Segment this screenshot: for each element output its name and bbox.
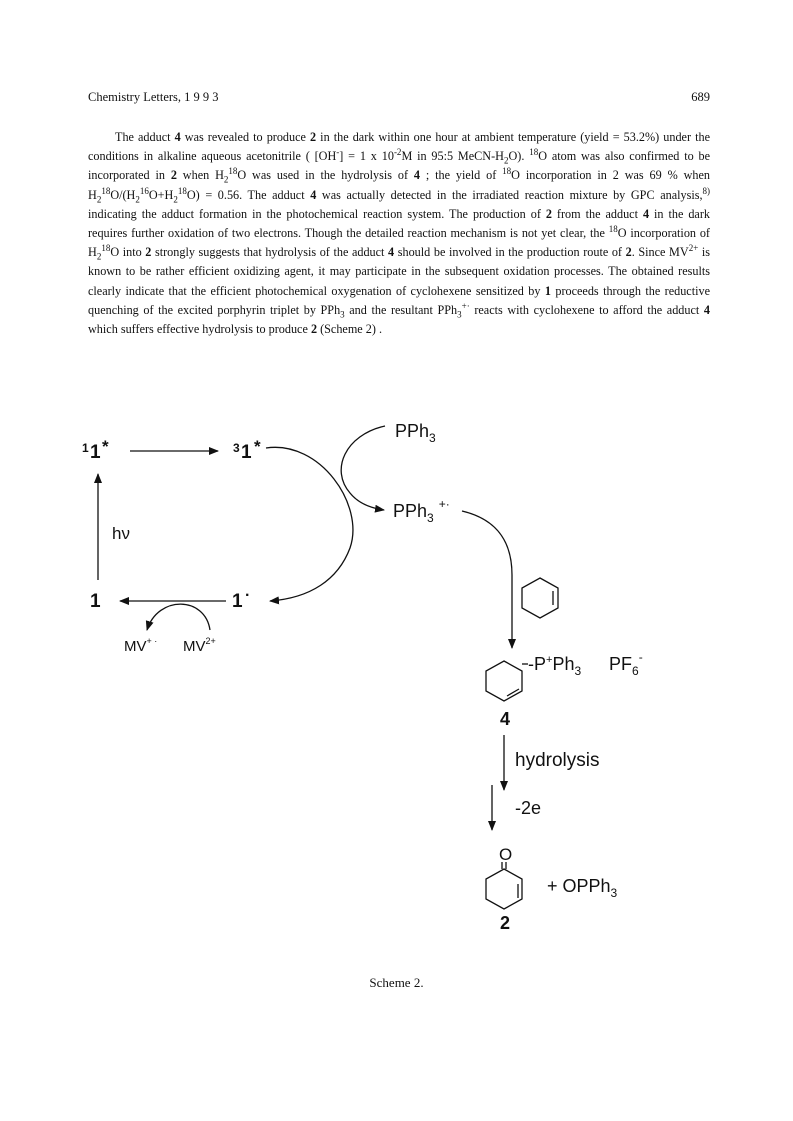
text-run: was actually detected in the irradiated reaction mixture by GPC analysis, <box>316 187 703 202</box>
text-run: O). <box>508 149 530 164</box>
cyclohexenone-structure <box>486 862 522 909</box>
text-run: 18 <box>101 243 111 254</box>
text-run: 1 <box>544 283 551 298</box>
text-run: 2 <box>170 168 177 183</box>
text-run: strongly suggests that hydrolysis of the adduct <box>151 245 389 260</box>
triplet-state-label: 3 <box>233 441 240 455</box>
text-run: 18 <box>529 147 539 158</box>
quenching-arc <box>266 447 353 601</box>
text-run: -2 <box>393 147 402 158</box>
text-run: O incorporation of H <box>88 226 710 260</box>
text-run: 2 <box>545 206 552 221</box>
cyclohexenyl-ring <box>486 661 528 701</box>
addition-arrow <box>462 511 512 648</box>
text-run: O/(H <box>110 187 136 202</box>
singlet-state-label: 1 <box>82 441 89 455</box>
text-run: 8) <box>702 185 711 196</box>
triplet-state-number: 1 <box>241 442 252 463</box>
text-run: when H <box>176 168 224 183</box>
ground-state-label: 1 <box>90 591 101 612</box>
pf6-anion: $PF_6^-$ <box>609 650 643 678</box>
mv-dication: $MV^{2+}$ <box>183 636 216 655</box>
pph3-electron-transfer-arc <box>341 426 385 510</box>
cyclohexene-structure <box>522 578 558 618</box>
text-run: 2 <box>135 194 140 205</box>
text-run: ] = 1 x 10 <box>339 149 394 164</box>
text-run: - <box>336 147 340 158</box>
singlet-state-number: 1 <box>90 442 101 463</box>
journal-name: Chemistry Letters, 1 9 9 3 <box>88 90 219 104</box>
singlet-star: * <box>102 437 109 456</box>
text-run: 18 <box>502 166 512 177</box>
hydrolysis-label: hydrolysis <box>515 750 600 771</box>
text-run: reacts with cyclohexene to afford the adduct <box>469 302 704 317</box>
compound-2-label: 2 <box>500 913 511 933</box>
carbonyl-oxygen: O <box>499 845 513 864</box>
triplet-star: * <box>254 437 261 456</box>
text-run: . Since MV <box>631 245 689 260</box>
scheme-caption: Scheme 2. <box>369 975 424 990</box>
anion-radical-label: 1 <box>232 591 243 612</box>
text-run: 4 <box>642 206 650 221</box>
text-run: 18 <box>228 166 238 177</box>
text-run: 18 <box>608 223 618 234</box>
text-run: which suffers effective hydrolysis to produce <box>88 322 311 337</box>
mv-arc <box>147 604 210 630</box>
text-run: 18 <box>177 185 187 196</box>
hv-label: hν <box>112 524 130 543</box>
text-run: 2 <box>96 194 102 205</box>
text-run: 4 <box>388 245 395 260</box>
text-run: O) = 0.56. The adduct <box>186 187 311 202</box>
compound-4-label: 4 <box>500 709 511 729</box>
text-run: 4 <box>310 187 317 202</box>
pph3-radical-cation: PPh$_3$+· <box>393 497 450 525</box>
text-run: 2 <box>145 245 152 260</box>
pph3-reagent: PPh$_3$ <box>395 421 436 445</box>
text-run: O+H <box>148 187 174 202</box>
text-run: 4 <box>413 168 420 183</box>
two-electron-label: -2e <box>515 798 542 818</box>
text-run: 3 <box>340 309 345 320</box>
text-run: is known to be rather efficient oxidizing agent, it may participate in the subsequent oxidation processes. The obtained results clearly indicate that the efficient photochemical oxygenation of cyclohexene sensitized by <box>88 245 710 298</box>
text-run: from the adduct <box>551 206 643 221</box>
text-run: 2 <box>310 322 318 337</box>
text-run: proceeds through the reductive quenching of the excited porphyrin triplet by PPh <box>88 283 710 317</box>
anion-radical-dot: · <box>245 587 251 604</box>
text-run: M in 95:5 MeCN-H <box>401 149 504 164</box>
page-number: 689 <box>691 90 710 104</box>
text-run: O into <box>110 245 146 260</box>
text-run: 2 <box>223 174 229 185</box>
text-run: (Scheme 2) . <box>317 322 383 337</box>
text-run: and the resultant PPh <box>344 302 458 317</box>
text-run: in the dark requires further oxidation of two electrons. Though the detailed reaction mechanism is not yet clear, the <box>88 206 710 241</box>
text-run: O atom was also confirmed to be incorporated in <box>88 149 711 183</box>
text-run: O incorporation in 2 was 69 % when H <box>88 168 711 202</box>
text-run: 2 <box>96 251 102 262</box>
text-run: O was used in the hydrolysis of <box>237 168 414 183</box>
text-run: ; the yield of <box>420 168 503 183</box>
text-run: 4 <box>174 130 181 144</box>
text-run: in the dark within one hour at ambient temperature (yield = 53.2%) under the conditions in alkaline aqueous acetonitrile ( [OH <box>88 130 710 164</box>
adduct-cation: $-P^+Ph_3$ <box>528 654 582 678</box>
text-run: 2 <box>310 130 317 144</box>
text-run: indicating the adduct formation in the photochemical reaction system. The production of <box>88 206 546 221</box>
text-run: 2 <box>625 245 632 260</box>
text-run: 3 <box>457 309 462 320</box>
text-run: should be involved in the production route of <box>394 245 626 260</box>
text-run: 2 <box>503 155 509 166</box>
text-run: The adduct <box>115 130 175 144</box>
opph3-byproduct: + OPPh$_3$ <box>547 876 618 900</box>
text-run: 18 <box>101 185 111 196</box>
text-run: was revealed to produce <box>180 130 311 144</box>
text-run: 2+ <box>688 243 699 254</box>
mv-radical-cation: MV+ · <box>124 636 158 655</box>
text-run: +· <box>461 300 470 311</box>
text-run: 2 <box>173 194 178 205</box>
text-run: 4 <box>703 302 710 317</box>
text-run: 16 <box>139 185 149 196</box>
